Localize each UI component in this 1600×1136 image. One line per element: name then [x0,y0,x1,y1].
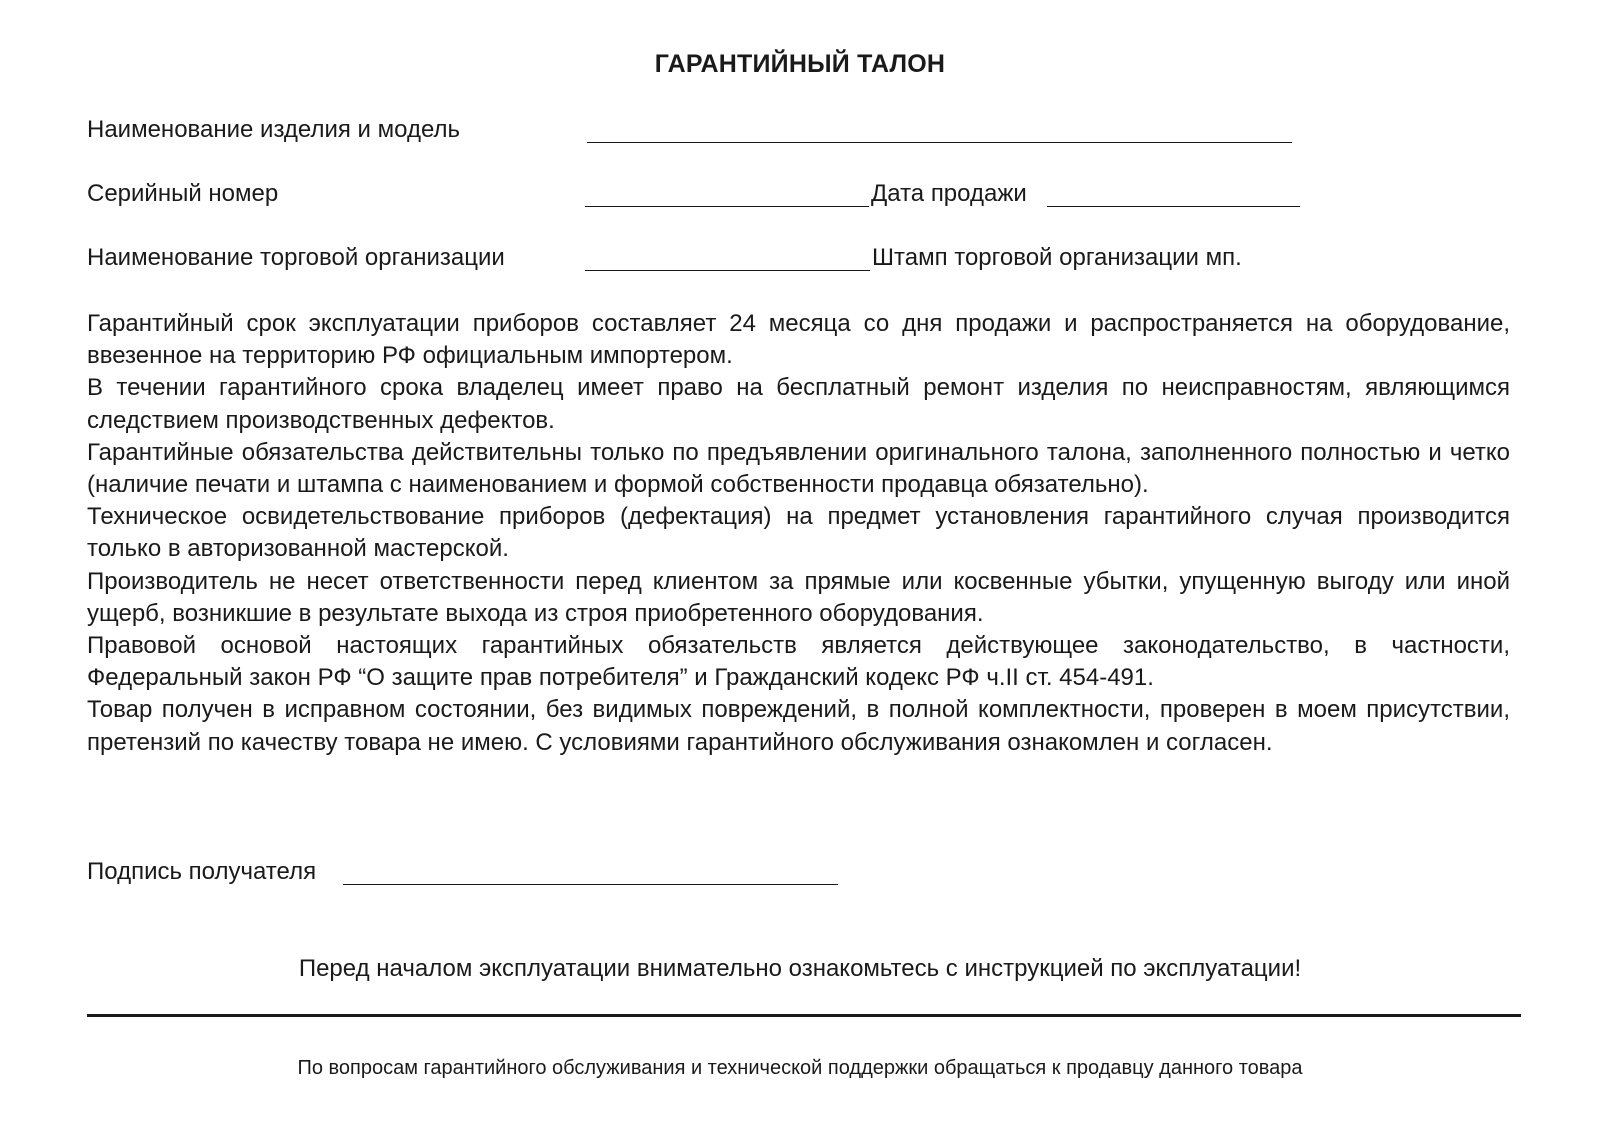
warranty-terms [87,308,1510,759]
trade-org-row [87,244,1507,278]
support-footer: По вопросам гарантийного обслуживания и технической поддержки обращаться к продавцу данного товара [297,1057,1303,1079]
product-model-blank[interactable] [587,142,1292,143]
terms-paragraph: Гарантийный срок эксплуатации приборов составляет 24 месяца со дня продажи и распространяется на оборудование, ввезенное на территорию РФ официальным импортером. [87,310,1510,370]
terms-paragraph: Правовой основой настоящих гарантийных обязательств является действующее законодательство, в частности, Федеральный закон РФ “О защите прав потребителя” и Гражданский кодекс РФ ч.II ст. 454-491. [87,632,1510,692]
divider-line [87,1014,1521,1017]
trade-org-stamp-label: Штамп торговой организации мп. [872,244,1242,271]
terms-paragraph: Производитель не несет ответственности перед клиентом за прямые или косвенные убытки, упущенную выгоду или иной ущерб, возникшие в результате выхода из строя приобретенного оборудования. [87,567,1510,627]
trade-org-blank[interactable] [585,270,870,271]
sale-date-blank[interactable] [1047,206,1300,207]
document-title: ГАРАНТИЙНЫЙ ТАЛОН [654,50,946,78]
terms-paragraph: Техническое освидетельствование приборов (дефектация) на предмет установления гарантийного случая производится только в авторизованной мастерской. [87,503,1510,563]
signature-row [87,858,887,892]
signature-label: Подпись получателя [87,858,317,885]
usage-warning: Перед началом эксплуатации внимательно ознакомьтесь с инструкцией по эксплуатации! [298,955,1302,982]
serial-number-row [87,180,1507,214]
serial-number-label: Серийный номер [87,180,279,207]
signature-blank[interactable] [343,884,838,885]
product-model-label: Наименование изделия и модель [87,116,461,143]
product-model-row [87,116,1507,150]
serial-number-blank[interactable] [585,206,869,207]
terms-paragraph: Товар получен в исправном состоянии, без видимых повреждений, в полной комплектности, проверен в моем присутствии, претензий по качеству товара не имею. С условиями гарантийного обслуживания ознакомлен и согласен. [87,696,1510,756]
terms-paragraph: В течении гарантийного срока владелец имеет право на бесплатный ремонт изделия по неисправностям, являющимся следствием производственных дефектов. [87,374,1510,434]
terms-paragraph: Гарантийные обязательства действительны только по предъявлении оригинального талона, заполненного полностью и четко (наличие печати и штампа с наименованием и формой собственности продавца обязательно). [87,438,1510,499]
trade-org-label: Наименование торговой организации [87,244,505,271]
sale-date-label: Дата продажи [871,180,1027,207]
